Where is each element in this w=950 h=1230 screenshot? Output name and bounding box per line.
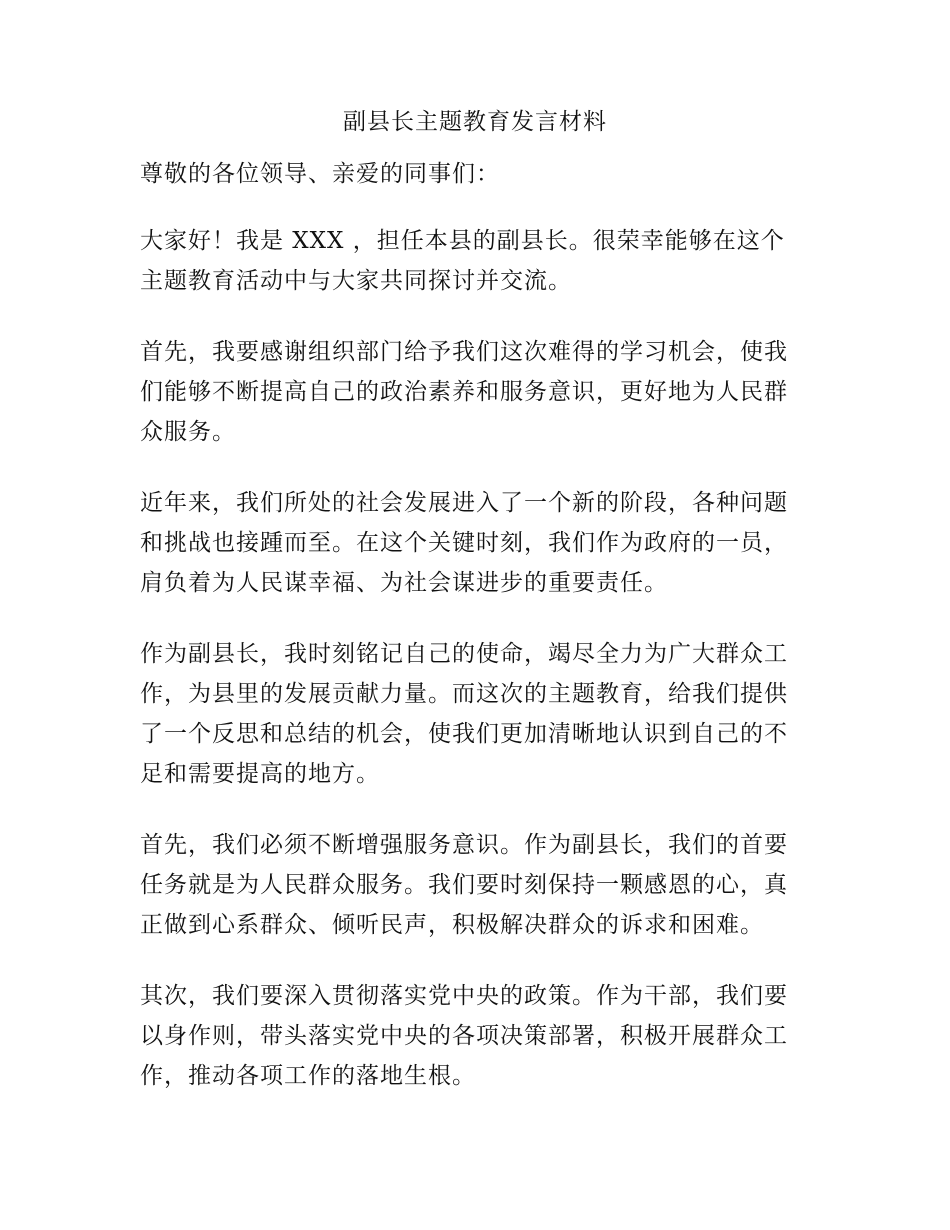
document-body bbox=[140, 154, 820, 1127]
paragraph-line: 们能够不断提高自己的政治素养和服务意识，更好地为人民群 bbox=[140, 379, 788, 405]
paragraph-line: 作，推动各项工作的落地生根。 bbox=[140, 1063, 476, 1089]
paragraph-line: 了一个反思和总结的机会，使我们更加清晰地认识到自己的不 bbox=[140, 721, 788, 747]
paragraph-1 bbox=[140, 221, 820, 301]
paragraph-4 bbox=[140, 634, 820, 794]
paragraph-line: 以身作则，带头落实党中央的各项决策部署，积极开展群众工 bbox=[140, 1023, 788, 1049]
paragraph-2 bbox=[140, 332, 820, 452]
paragraph-line: 首先，我们必须不断增强服务意识。作为副县长，我们的首要 bbox=[140, 832, 788, 858]
paragraph-line: 首先，我要感谢组织部门给予我们这次难得的学习机会，使我 bbox=[140, 339, 788, 365]
paragraph-line: 作为副县长，我时刻铭记自己的使命，竭尽全力为广大群众工 bbox=[140, 641, 788, 667]
paragraph-6 bbox=[140, 976, 820, 1096]
paragraph-line: 众服务。 bbox=[140, 419, 236, 445]
paragraph-line: 肩负着为人民谋幸福、为社会谋进步的重要责任。 bbox=[140, 570, 668, 596]
document-title: 副县长主题教育发言材料 bbox=[343, 109, 607, 135]
paragraph-line: 大家好！我是 XXX ，担任本县的副县长。很荣幸能够在这个 bbox=[140, 228, 785, 254]
paragraph-line: 作，为县里的发展贡献力量。而这次的主题教育，给我们提供 bbox=[140, 681, 788, 707]
salutation-line: 尊敬的各位领导、亲爱的同事们： bbox=[140, 161, 500, 187]
paragraph-3 bbox=[140, 483, 820, 603]
paragraph-5 bbox=[140, 825, 820, 945]
paragraph-line: 主题教育活动中与大家共同探讨并交流。 bbox=[140, 268, 572, 294]
paragraph-line: 近年来，我们所处的社会发展进入了一个新的阶段，各种问题 bbox=[140, 490, 788, 516]
paragraph-line: 和挑战也接踵而至。在这个关键时刻，我们作为政府的一员， bbox=[140, 530, 788, 556]
paragraph-line: 任务就是为人民群众服务。我们要时刻保持一颗感恩的心，真 bbox=[140, 872, 788, 898]
paragraph-line: 足和需要提高的地方。 bbox=[140, 761, 380, 787]
paragraph-line: 其次，我们要深入贯彻落实党中央的政策。作为干部，我们要 bbox=[140, 983, 788, 1009]
salutation bbox=[140, 154, 820, 194]
paragraph-line: 正做到心系群众、倾听民声，积极解决群众的诉求和困难。 bbox=[140, 912, 764, 938]
